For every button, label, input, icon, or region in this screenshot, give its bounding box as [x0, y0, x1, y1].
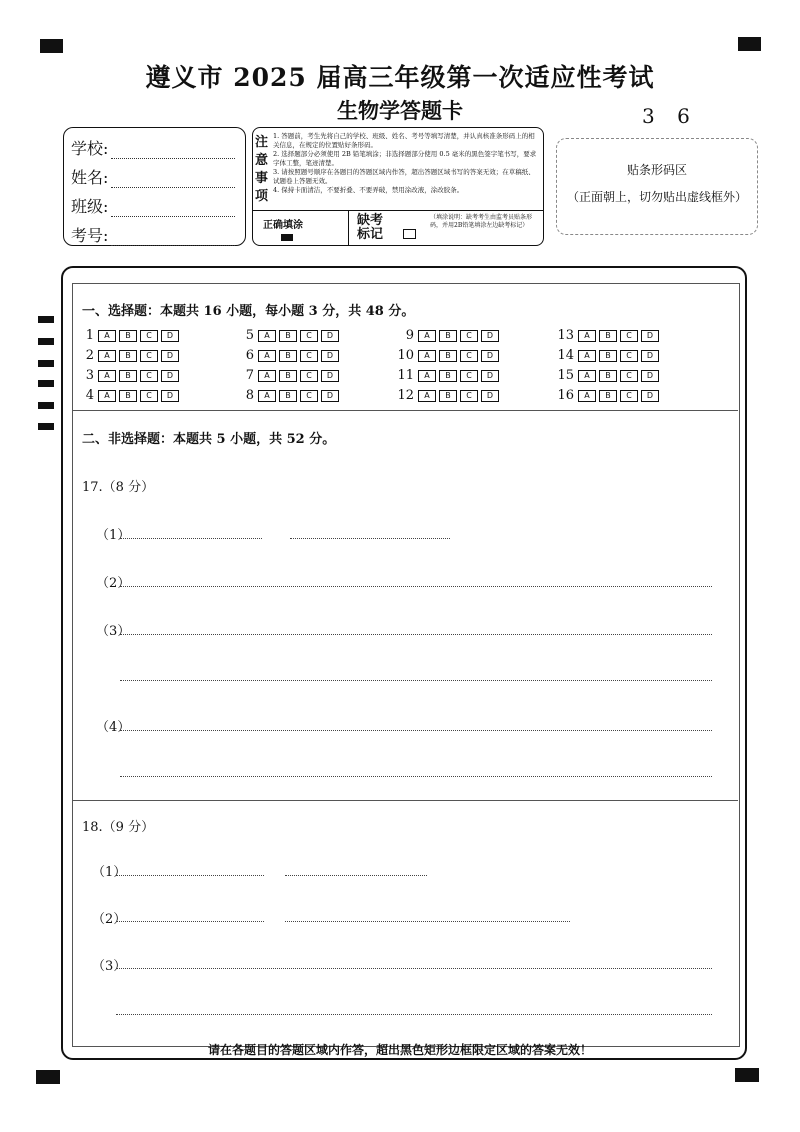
timing-mark: [38, 316, 54, 323]
q18-part-1-blank[interactable]: [116, 875, 264, 876]
footer-warning: 请在各题目的答题区域内作答，超出黑色矩形边框限定区域的答案无效！: [207, 1043, 592, 1057]
option-bubble[interactable]: C: [620, 330, 638, 342]
option-bubble[interactable]: C: [460, 390, 478, 402]
q17-part-2-label: （2）: [96, 576, 131, 591]
registration-mark-top-left: [40, 39, 63, 53]
option-bubble[interactable]: C: [140, 330, 158, 342]
question-number: 5: [245, 328, 254, 343]
question-number: 12: [397, 388, 414, 403]
q18-part-3-blank[interactable]: [116, 1014, 712, 1015]
option-bubble[interactable]: B: [279, 390, 297, 402]
school-label: 学校:: [71, 139, 109, 158]
question-number: 13: [557, 328, 574, 343]
question-number: 10: [397, 348, 414, 363]
option-bubble[interactable]: B: [439, 370, 457, 382]
question-number: 2: [85, 348, 94, 363]
choice-question: [394, 348, 502, 363]
q18-part-1-blank[interactable]: [285, 875, 427, 876]
choice-question: [394, 388, 502, 403]
question-number: 6: [245, 348, 254, 363]
question-number: 3: [85, 368, 94, 383]
option-bubble[interactable]: D: [641, 370, 659, 382]
option-bubble[interactable]: C: [300, 390, 318, 402]
option-bubble[interactable]: B: [119, 370, 137, 382]
option-bubble[interactable]: A: [98, 390, 116, 402]
class-field[interactable]: [71, 194, 235, 217]
option-bubble[interactable]: C: [620, 370, 638, 382]
absent-mark-checkbox[interactable]: [403, 229, 416, 239]
q18-part-2-blank[interactable]: [116, 921, 264, 922]
question-divider: [72, 800, 738, 801]
timing-mark: [38, 380, 54, 387]
q17-part-1-blank[interactable]: [290, 538, 450, 539]
q17-part-4-blank[interactable]: [120, 730, 712, 731]
q17-part-1-label: （1）: [96, 528, 131, 543]
option-bubble[interactable]: C: [460, 370, 478, 382]
notice-item: 1. 答题前，考生先将自己的学校、班级、姓名、考号等填写清楚，并认真核准条形码上的相关信息，在规定的位置贴好条形码。: [273, 132, 535, 149]
notice-item: 3. 请按照题号顺序在各题目的答题区域内作答，超出答题区域书写的答案无效；在草稿纸、试题卷上答题无效。: [273, 168, 535, 185]
option-bubble[interactable]: C: [300, 370, 318, 382]
answer-sheet-subtitle: 生物学答题卡: [337, 98, 463, 123]
registration-mark-bottom-left: [36, 1070, 60, 1084]
q18-part-3-blank[interactable]: [116, 968, 712, 969]
timing-mark: [38, 338, 54, 345]
q18-part-2-blank[interactable]: [285, 921, 570, 922]
registration-mark-bottom-right: [735, 1068, 759, 1082]
choice-question: [74, 328, 182, 343]
exam-number-label: 考号:: [71, 226, 109, 245]
option-bubble[interactable]: A: [98, 330, 116, 342]
divider: [348, 210, 349, 245]
option-bubble[interactable]: B: [279, 350, 297, 362]
question-number: 15: [557, 368, 574, 383]
option-bubble[interactable]: B: [439, 330, 457, 342]
q17-label: 17.（8 分）: [82, 480, 155, 495]
option-bubble[interactable]: D: [481, 390, 499, 402]
barcode-area: [556, 138, 758, 235]
school-input-line[interactable]: [111, 142, 235, 159]
notice-heading: 注意事项: [255, 135, 269, 204]
option-bubble[interactable]: B: [279, 370, 297, 382]
section2-title: 二、非选择题：本题共 5 小题，共 52 分。: [82, 432, 336, 447]
question-number: 7: [245, 368, 254, 383]
option-bubble[interactable]: D: [321, 350, 339, 362]
choice-question: [234, 348, 342, 363]
name-input-line[interactable]: [111, 171, 235, 188]
option-bubble[interactable]: B: [119, 330, 137, 342]
timing-mark: [38, 360, 54, 367]
page-number: 3 6: [642, 104, 698, 128]
choice-question: [554, 348, 662, 363]
option-bubble[interactable]: D: [321, 330, 339, 342]
divider: [253, 210, 543, 211]
choice-question: [394, 328, 502, 343]
choice-question: [74, 348, 182, 363]
name-field[interactable]: [71, 165, 235, 188]
option-bubble[interactable]: D: [481, 350, 499, 362]
option-bubble[interactable]: B: [599, 330, 617, 342]
option-bubble[interactable]: A: [98, 350, 116, 362]
choice-question: [234, 328, 342, 343]
option-bubble[interactable]: A: [418, 350, 436, 362]
option-bubble[interactable]: B: [279, 330, 297, 342]
notice-item: 4. 保持卡面清洁，不要折叠、不要弄破，禁用涂改液，涂改胶条。: [273, 186, 464, 194]
option-bubble[interactable]: C: [460, 350, 478, 362]
choice-question: [74, 388, 182, 403]
option-bubble[interactable]: A: [258, 350, 276, 362]
question-number: 1: [85, 328, 94, 343]
option-bubble[interactable]: D: [641, 390, 659, 402]
option-bubble[interactable]: A: [578, 370, 596, 382]
option-bubble[interactable]: C: [300, 330, 318, 342]
option-bubble[interactable]: B: [119, 350, 137, 362]
q18-part-3-label: （3）: [92, 959, 127, 974]
choice-question: [234, 388, 342, 403]
q17-part-1-blank[interactable]: [120, 538, 262, 539]
absent-mark-label: 缺考标记: [357, 213, 384, 242]
q17-part-4-label: （4）: [96, 720, 131, 735]
registration-mark-top-right: [738, 37, 761, 51]
correct-fill-example: [281, 234, 293, 241]
option-bubble[interactable]: A: [418, 390, 436, 402]
option-bubble[interactable]: D: [641, 350, 659, 362]
option-bubble[interactable]: D: [321, 370, 339, 382]
choice-question: [394, 368, 502, 383]
option-bubble[interactable]: C: [460, 330, 478, 342]
option-bubble[interactable]: D: [641, 330, 659, 342]
option-bubble[interactable]: C: [140, 370, 158, 382]
question-number: 9: [405, 328, 414, 343]
choice-question: [554, 328, 662, 343]
barcode-note: （正面朝上，切勿贴出虚线框外）: [566, 190, 747, 204]
option-bubble[interactable]: A: [418, 370, 436, 382]
barcode-title: 贴条形码区: [626, 163, 687, 177]
q17-part-4-blank[interactable]: [120, 776, 712, 777]
option-bubble[interactable]: C: [140, 350, 158, 362]
exam-number-input-line[interactable]: [111, 229, 235, 246]
option-bubble[interactable]: B: [599, 390, 617, 402]
notice-item: 2. 选择题部分必须使用 2B 铅笔填涂；非选择题部分使用 0.5 毫米的黑色签字笔书写，要求字体工整，笔迹清楚。: [273, 150, 537, 167]
option-bubble[interactable]: D: [321, 390, 339, 402]
choice-question: [554, 368, 662, 383]
option-bubble[interactable]: A: [258, 330, 276, 342]
q18-label: 18.（9 分）: [82, 820, 155, 835]
exam-number-field[interactable]: [71, 223, 235, 246]
option-bubble[interactable]: D: [161, 370, 179, 382]
option-bubble[interactable]: D: [481, 330, 499, 342]
option-bubble[interactable]: C: [140, 390, 158, 402]
section-divider: [72, 410, 738, 411]
option-bubble[interactable]: B: [599, 350, 617, 362]
choice-question: [234, 368, 342, 383]
option-bubble[interactable]: A: [98, 370, 116, 382]
q18-part-1-label: （1）: [92, 865, 127, 880]
option-bubble[interactable]: D: [161, 330, 179, 342]
timing-mark: [38, 402, 54, 409]
option-bubble[interactable]: A: [578, 330, 596, 342]
exam-title: 遵义市 2025 届高三年级第一次适应性考试: [145, 63, 655, 92]
notice-list: [273, 132, 539, 195]
option-bubble[interactable]: D: [161, 390, 179, 402]
question-number: 8: [245, 388, 254, 403]
option-bubble[interactable]: C: [620, 350, 638, 362]
option-bubble[interactable]: B: [439, 350, 457, 362]
class-input-line[interactable]: [111, 200, 235, 217]
q17-part-2-blank[interactable]: [120, 586, 712, 587]
option-bubble[interactable]: B: [119, 390, 137, 402]
section1-title: 一、选择题：本题共 16 小题，每小题 3 分，共 48 分。: [82, 304, 415, 319]
option-bubble[interactable]: D: [481, 370, 499, 382]
option-bubble[interactable]: C: [620, 390, 638, 402]
option-bubble[interactable]: A: [258, 370, 276, 382]
choice-question: [554, 388, 662, 403]
option-bubble[interactable]: B: [599, 370, 617, 382]
q17-part-3-blank[interactable]: [120, 634, 712, 635]
question-number: 14: [557, 348, 574, 363]
option-bubble[interactable]: A: [418, 330, 436, 342]
q17-part-3-label: （3）: [96, 624, 131, 639]
option-bubble[interactable]: A: [258, 390, 276, 402]
class-label: 班级:: [71, 197, 109, 216]
name-label: 姓名:: [71, 168, 109, 187]
q18-part-2-label: （2）: [92, 912, 127, 927]
question-number: 4: [85, 388, 94, 403]
choice-question: [74, 368, 182, 383]
option-bubble[interactable]: A: [578, 390, 596, 402]
school-field[interactable]: [71, 136, 235, 159]
timing-mark: [38, 423, 54, 430]
correct-fill-label: 正确填涂: [263, 220, 303, 231]
notice-box: [252, 127, 544, 246]
q17-part-3-blank[interactable]: [120, 680, 712, 681]
question-number: 16: [557, 388, 574, 403]
option-bubble[interactable]: C: [300, 350, 318, 362]
question-number: 11: [397, 368, 414, 383]
student-info-box: [63, 127, 246, 246]
option-bubble[interactable]: D: [161, 350, 179, 362]
option-bubble[interactable]: B: [439, 390, 457, 402]
option-bubble[interactable]: A: [578, 350, 596, 362]
absent-mark-note: （填涂说明：缺考考生由监考员贴条形码，并用2B铅笔填涂左边缺考标记）: [430, 214, 533, 229]
